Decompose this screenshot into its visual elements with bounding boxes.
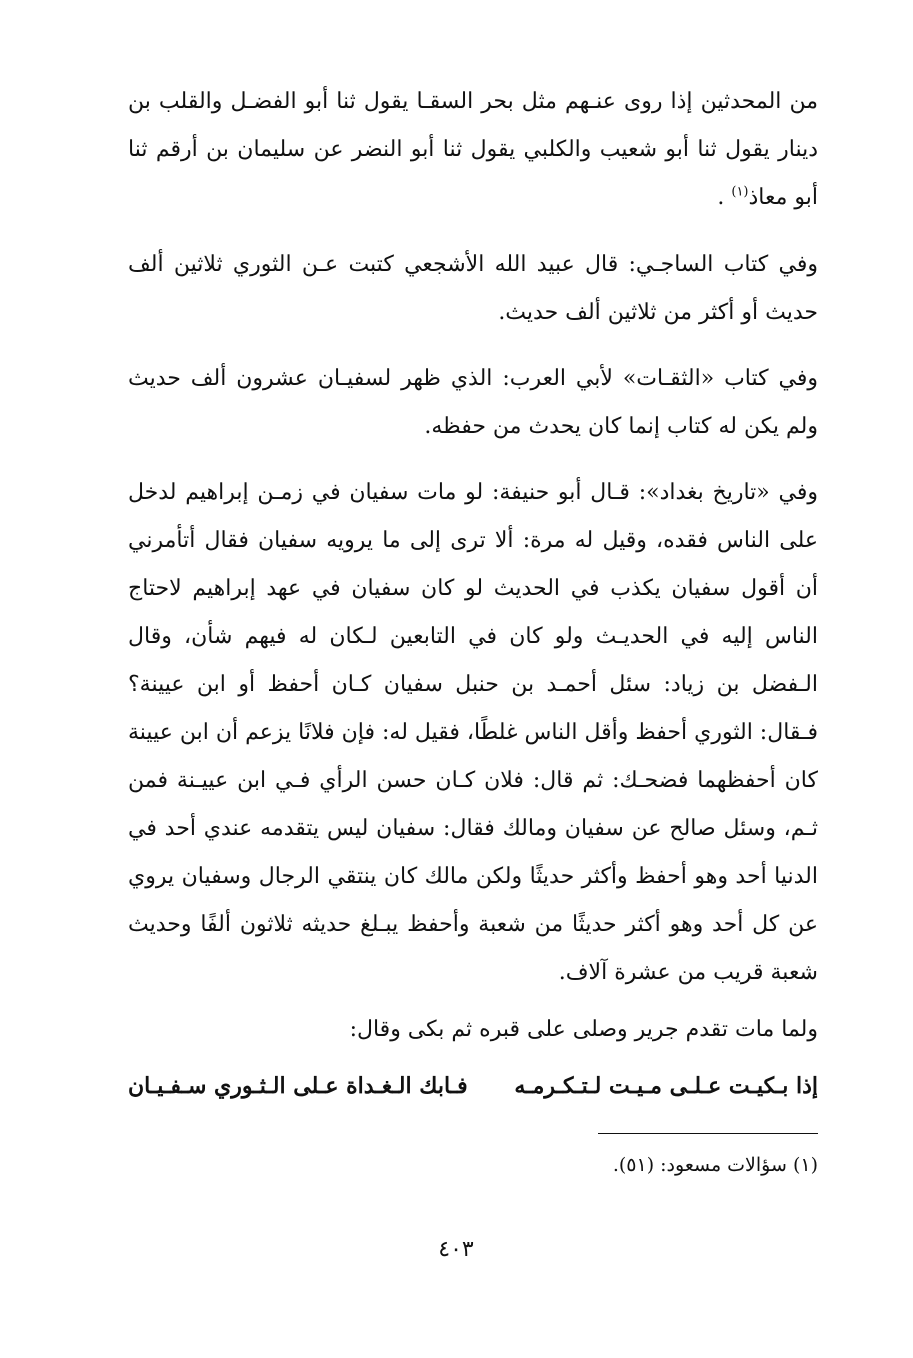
paragraph-narrators (128, 78, 818, 222)
paragraph-text: ولما مات تقدم جرير وصلى على قبره ثم بكى وقال: (349, 1017, 818, 1042)
paragraph-text: من المحدثين إذا روى عنـهم مثل بحر السقـا يقول ثنا أبو الفضـل والقلب بن دينار يقول ثنا أبو شعيب والكلبي يقول ثنا أبو النضر عن سليمان بن أرقم ثنا أبو معاذ (128, 89, 818, 210)
paragraph-jarir (128, 1006, 818, 1054)
paragraph-text: وفي كتاب «الثقـات» لأبي العرب: الذي ظهر لسفيـان عشرون ألف حديث ولم يكن له كتاب إنما كان يحدث من حفظه. (128, 366, 818, 439)
paragraph-saji (128, 241, 818, 337)
verse-second-hemistich: فـابك الـغـداة عـلى الـثـوري سـفـيـان (128, 1073, 468, 1099)
verse-first-hemistich: إذا بـكيـت عـلـى مـيـت لـتـكـرمـه (514, 1073, 818, 1099)
poetry-verse (128, 1062, 818, 1110)
page-number: ٤٠٣ (438, 1237, 474, 1262)
paragraph-tarikh-baghdad (128, 469, 818, 997)
footnote-reference: (١) (731, 184, 749, 200)
paragraph-tail: . (717, 185, 732, 210)
footnote-divider (598, 1133, 818, 1134)
footnote: (١) سؤالات مسعود: (٥١). (612, 1154, 818, 1176)
paragraph-text: وفي «تاريخ بغداد»: قـال أبو حنيفة: لو مات سفيان في زمـن إبراهيم لدخل على الناس فقده، وقيل له مرة: ألا ترى إلى ما يرويه سفيان فقال أتأمرني أن أقول سفيان يكذب في الحديث لو كان سفيان في عهد إبراهيم لاحتاج الناس إليه في الحديـث ولو كان في التابعين لـكان له فيهم شأن، وقال الـفضل بن زياد: سئل أحمـد بن حنبل سفيان كـان أحفظ أو ابن عيينة؟ فـقال: الثوري أحفظ وأقل الناس غلطًا، فقيل له: فإن فلانًا يزعم أن ابن عيينة كان أحفظهما فضحـك: ثم قال: فلان كـان حسن الرأي فـي ابن عييـنة فمن ثـم، وسئل صالح عن سفيان ومالك فقال: سفيان ليس يتقدمه عندي أحد في الدنيا أحد وهو أحفظ وأكثر حديثًا ولكن مالك كان ينتقي الرجال وسفيان يروي عن كل أحد وهو أكثر حديثًا من شعبة وأحفظ يبـلغ حديثه ثلاثون ألفًا وحديث شعبة قريب من عشرة آلاف. (128, 480, 818, 985)
paragraph-text: وفي كتاب الساجـي: قال عبيد الله الأشجعي كتبت عـن الثوري ثلاثين ألف حديث أو أكثر من ثلاثين ألف حديث. (128, 252, 818, 325)
paragraph-thiqat (128, 355, 818, 451)
